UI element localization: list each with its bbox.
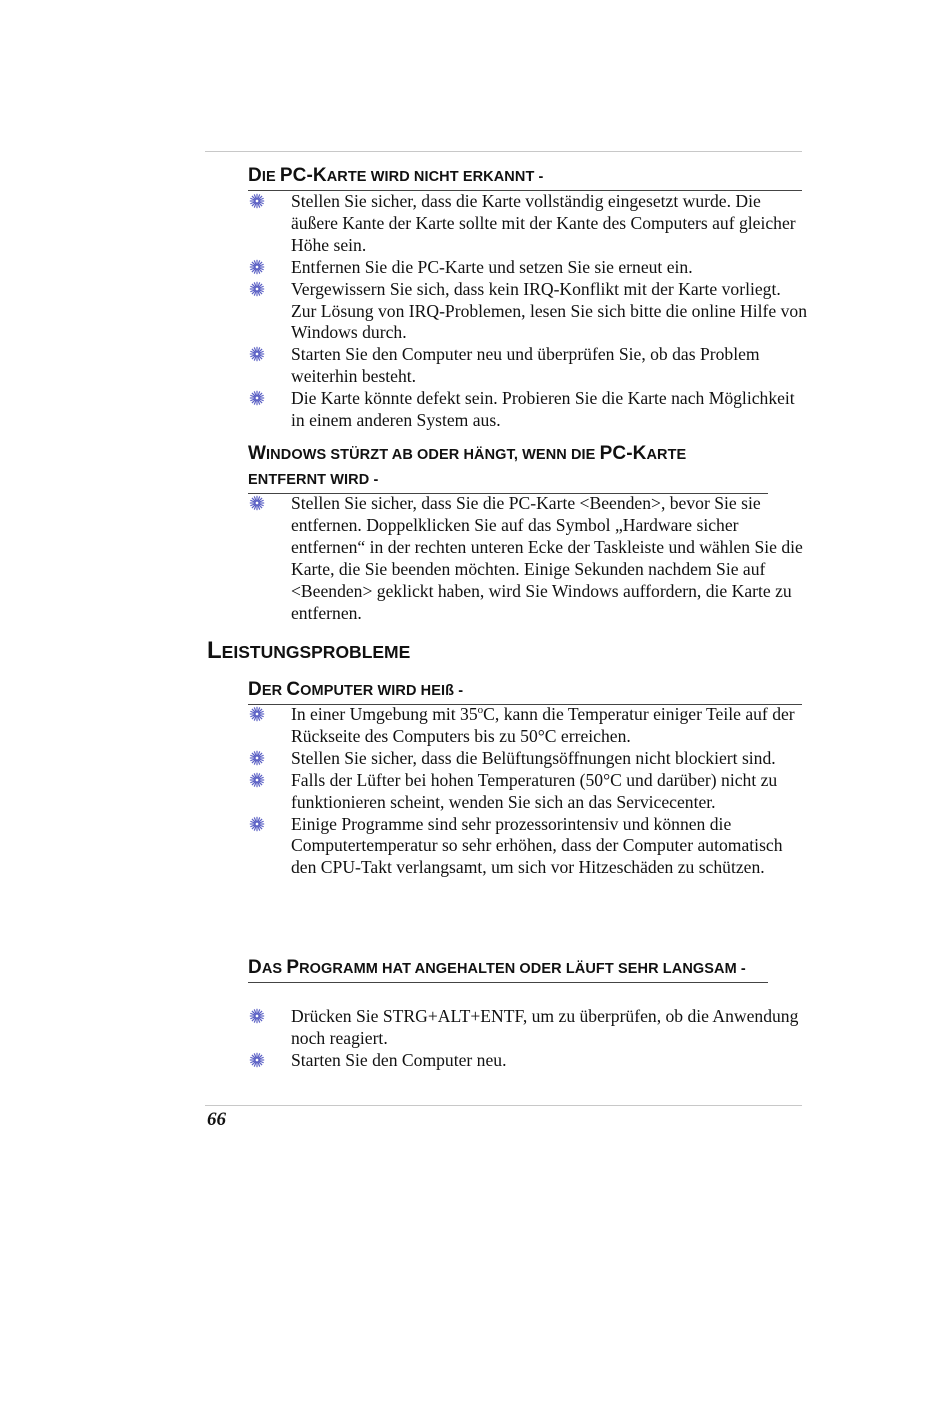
asterisk-bullet-icon — [248, 771, 266, 789]
text-run: ARTE ENTFERNT WIRD - — [248, 447, 687, 488]
list-item — [248, 748, 808, 770]
text-run: Falls der Lüfter bei hohen Temperaturen (50°C und darüber) nicht zu funktionieren scheint, wenden Sie sich an das Servicecenter. — [291, 769, 778, 812]
list-item — [248, 388, 808, 432]
text-run: PC-K — [599, 443, 647, 464]
section-heading-windows-crash — [248, 441, 768, 494]
section-heading-pc-card — [248, 163, 802, 191]
list-item — [248, 1006, 808, 1050]
asterisk-bullet-icon — [248, 345, 266, 363]
text-run: Starten Sie den Computer neu und überprüfen Sie, ob das Problem weiterhin besteht. — [291, 344, 760, 387]
text-run: Stellen Sie sicher, dass die Belüftungsöffnungen nicht blockiert sind. — [291, 747, 776, 768]
asterisk-bullet-icon — [248, 1051, 266, 1069]
bullet-list-pc-card — [248, 191, 808, 432]
list-item — [248, 704, 808, 748]
list-item-text — [291, 748, 776, 768]
list-item-text — [291, 344, 760, 386]
list-item-text — [291, 191, 796, 255]
text-run: EISTUNGSPROBLEME — [221, 642, 411, 662]
text-run: ARTE WIRD NICHT ERKANNT - — [326, 169, 544, 185]
text-run: D — [248, 957, 262, 978]
asterisk-bullet-icon — [248, 494, 266, 512]
list-item-text — [291, 704, 795, 746]
text-run: OMPUTER WIRD HEIß - — [300, 683, 464, 699]
asterisk-bullet-icon — [248, 258, 266, 276]
list-item — [248, 770, 808, 814]
main-heading-performance — [207, 636, 410, 667]
text-run: PC-K — [279, 165, 327, 186]
list-item — [248, 344, 808, 388]
text-run: INDOWS STÜRZT AB ODER HÄNGT, WENN DIE — [266, 447, 600, 463]
text-run: D — [248, 165, 262, 186]
text-run: ROGRAMM HAT ANGEHALTEN ODER LÄUFT SEHR LANGSAM - — [299, 961, 746, 977]
list-item-text — [291, 1050, 506, 1070]
list-item — [248, 279, 808, 345]
list-item — [248, 1050, 808, 1072]
text-run: D — [248, 679, 262, 700]
text-run: Die Karte könnte defekt sein. Probieren Sie die Karte nach Möglichkeit in einem anderen System aus. — [291, 388, 795, 431]
list-item-text — [291, 279, 807, 343]
text-run: In einer Umgebung mit 35 — [291, 704, 478, 724]
text-run: IE — [261, 169, 280, 185]
list-item-text — [291, 493, 803, 623]
text-run: Vergewissern Sie sich, dass kein IRQ-Konflikt mit der Karte vorliegt. Zur Lösung von IRQ-Problemen, lesen Sie sich bitte die online Hilfe von Windows durch. — [291, 278, 807, 343]
bottom-rule — [205, 1105, 802, 1106]
list-item — [248, 191, 808, 257]
text-run: ER — [261, 683, 287, 699]
list-item — [248, 493, 808, 624]
list-item-text — [291, 770, 777, 812]
text-run: Starten Sie den Computer neu. — [291, 1049, 507, 1070]
text-run: C — [286, 679, 301, 700]
text-run: L — [207, 637, 222, 664]
list-item-text — [291, 814, 783, 878]
list-item — [248, 814, 808, 880]
list-item-text — [291, 257, 693, 277]
text-run: Einige Programme sind sehr prozessorintensiv und können die Computertemperatur so sehr erhöhen, dass der Computer automatisch den CPU-Takt verlangsamt, um sich vor Hitzeschäden zu schützen. — [291, 813, 783, 878]
text-run: P — [286, 957, 300, 978]
list-item — [248, 257, 808, 279]
asterisk-bullet-icon — [248, 389, 266, 407]
section-heading-computer-hot — [248, 677, 802, 705]
asterisk-bullet-icon — [248, 280, 266, 298]
list-item-text — [291, 388, 795, 430]
asterisk-bullet-icon — [248, 815, 266, 833]
text-run: AS — [261, 961, 287, 977]
top-rule — [205, 151, 802, 152]
text-run: W — [248, 443, 267, 464]
asterisk-bullet-icon — [248, 1007, 266, 1025]
bullet-list-windows-crash — [248, 493, 808, 624]
text-run: Stellen Sie sicher, dass Sie die PC-Karte <Beenden>, bevor Sie sie entfernen. Doppelklicken Sie auf das Symbol „Hardware sicher entfernen“ in der rechten unteren Ecke der Taskleiste und wählen Sie die Karte, die Sie beenden möchten. Einige Sekunden nachdem Sie auf <Beenden> geklickt haben, wird Sie Windows auffordern, die Karte zu entfernen. — [291, 493, 803, 623]
asterisk-bullet-icon — [248, 705, 266, 723]
asterisk-bullet-icon — [248, 749, 266, 767]
section-heading-program-slow — [248, 955, 768, 983]
superscript-text: o — [477, 704, 484, 717]
asterisk-bullet-icon — [248, 192, 266, 210]
page-number: 66 — [207, 1109, 226, 1130]
text-run: Stellen Sie sicher, dass die Karte vollständig eingesetzt wurde. Die äußere Kante der Karte sollte mit der Kante des Computers auf gleicher Höhe sein. — [291, 191, 796, 255]
text-run: Drücken Sie STRG+ALT+ENTF, um zu überprüfen, ob die Anwendung noch reagiert. — [291, 1006, 799, 1048]
bullet-list-program-slow — [248, 1006, 808, 1072]
text-run: C, kann die Temperatur einiger Teile auf der Rückseite des Computers bis zu 50°C erreichen. — [291, 704, 795, 746]
bullet-list-computer-hot — [248, 704, 808, 879]
text-run: Entfernen Sie die PC-Karte und setzen Sie sie erneut ein. — [291, 256, 693, 277]
list-item-text — [291, 1006, 798, 1048]
